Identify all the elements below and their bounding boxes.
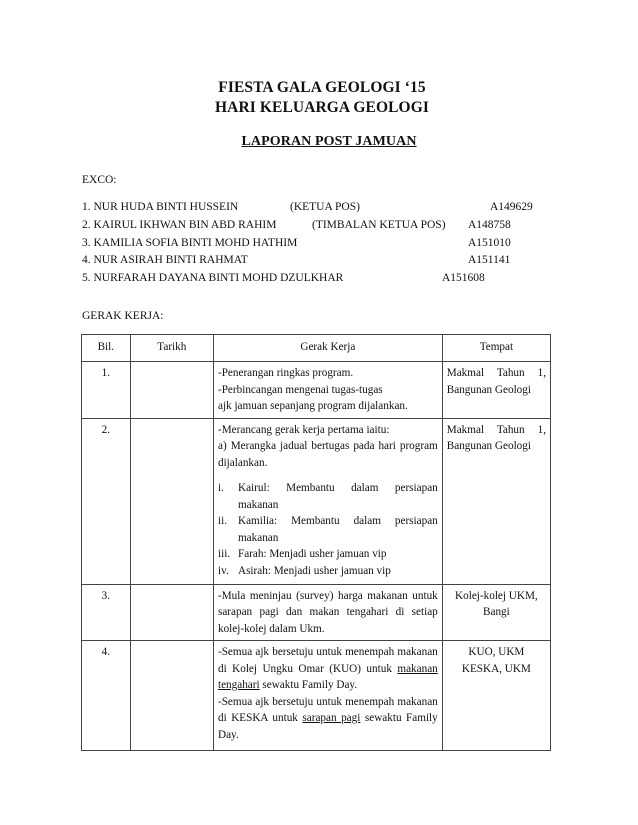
exco-member-name: 5. NURFARAH DAYANA BINTI MOHD DZULKHAR	[82, 272, 344, 284]
exco-member-id: A149629	[490, 201, 533, 213]
report-title	[10, 134, 638, 150]
gerak-intro: -Merancang gerak kerja pertama iaitu:	[217, 423, 390, 436]
cell-tarikh	[130, 418, 213, 584]
cell-tarikh	[130, 362, 213, 419]
list-item-text: Kairul: Membantu dalam persiapan makanan	[237, 482, 438, 511]
exco-member-id: A151608	[442, 272, 485, 284]
gerak-line: -Penerangan ringkas program.	[217, 367, 354, 379]
exco-member-id: A151141	[468, 254, 511, 266]
tempat-line: KESKA, UKM	[461, 662, 531, 675]
gerak-intro-a: a) Merangka jadual bertugas pada hari program dijalankan.	[217, 440, 438, 469]
cell-bil: 2.	[82, 418, 131, 584]
gerak-kerja-table	[81, 334, 551, 751]
table-row	[82, 641, 551, 751]
table-header-row	[82, 335, 551, 362]
list-item-number: ii.	[217, 515, 227, 527]
exco-member-id: A148758	[468, 219, 511, 231]
list-item	[218, 480, 438, 513]
exco-label: EXCO:	[82, 174, 117, 186]
underlined-text: sarapan pagi	[302, 712, 361, 724]
cell-tempat: Kolej-kolej UKM, Bangi	[442, 584, 550, 641]
cell-tarikh	[130, 584, 213, 641]
underlined-text: makanan tengahari	[217, 662, 438, 691]
document-title: FIESTA GALA GEOLOGI ‘15	[218, 79, 426, 96]
cell-gerak-kerja	[213, 362, 442, 419]
header-tarikh: Tarikh	[130, 335, 213, 362]
list-item-text: Kamilia: Membantu dalam persiapan makanan	[237, 515, 438, 544]
report-title-text: LAPORAN POST JAMUAN	[241, 134, 417, 149]
exco-member-role: (KETUA POS)	[290, 201, 360, 213]
exco-member-name: 2. KAIRUL IKHWAN BIN ABD RAHIM	[82, 219, 277, 231]
exco-member-role: (TIMBALAN KETUA POS)	[312, 219, 446, 231]
list-item-number: iv.	[217, 564, 229, 577]
cell-gerak-kerja	[213, 641, 442, 751]
cell-bil: 1.	[82, 362, 131, 419]
list-item-text: Asirah: Menjadi usher jamuan vip	[237, 564, 391, 577]
header-tempat: Tempat	[442, 335, 550, 362]
cell-gerak-kerja: -Mula meninjau (survey) harga makanan untuk sarapan pagi dan makan tengahari di setiap kolej-kolej dalam Ukm.	[213, 584, 442, 641]
list-item	[218, 513, 438, 546]
list-item-text: Farah: Menjadi usher jamuan vip	[237, 548, 387, 560]
gerak-kerja-label: GERAK KERJA:	[82, 310, 164, 322]
header-bil: Bil.	[82, 335, 131, 362]
cell-gerak-kerja	[213, 418, 442, 584]
paragraph-text: sewaktu Family Day.	[259, 679, 358, 691]
list-item	[218, 546, 438, 563]
exco-member-id: A151010	[468, 237, 511, 249]
paragraph-text: -Semua ajk bersetuju untuk menempah makanan di Kolej Ungku Omar (KUO) untuk	[217, 646, 438, 675]
exco-member-name: 4. NUR ASIRAH BINTI RAHMAT	[82, 254, 248, 266]
gerak-paragraph	[218, 694, 438, 744]
paragraph-text: sewaktu Family Day.	[217, 712, 438, 741]
cell-bil: 4.	[82, 641, 131, 751]
tempat-line: KUO, UKM	[468, 646, 525, 658]
paragraph-text: -Semua ajk bersetuju untuk menempah makanan di KESKA untuk	[217, 695, 438, 724]
gerak-line: ajk jamuan sepanjang program dijalankan.	[217, 400, 408, 412]
cell-tempat: Makmal Tahun 1, Bangunan Geologi	[442, 418, 550, 584]
cell-bil: 3.	[82, 584, 131, 641]
exco-member-name: 3. KAMILIA SOFIA BINTI MOHD HATHIM	[82, 237, 298, 249]
header-gerak-kerja: Gerak Kerja	[213, 335, 442, 362]
list-item-number: i.	[217, 482, 224, 494]
list-item	[218, 563, 438, 580]
exco-member-name: 1. NUR HUDA BINTI HUSSEIN	[82, 201, 239, 213]
cell-tempat	[442, 641, 550, 751]
table-row	[82, 362, 551, 419]
table-row	[82, 418, 551, 584]
gerak-paragraph	[218, 644, 438, 694]
table-row	[82, 584, 551, 641]
cell-tempat: Makmal Tahun 1, Bangunan Geologi	[442, 362, 550, 419]
cell-tarikh	[130, 641, 213, 751]
gerak-line: -Perbincangan mengenai tugas-tugas	[217, 383, 383, 396]
list-item-number: iii.	[217, 548, 231, 560]
document-subtitle: HARI KELUARGA GEOLOGI	[215, 99, 429, 116]
